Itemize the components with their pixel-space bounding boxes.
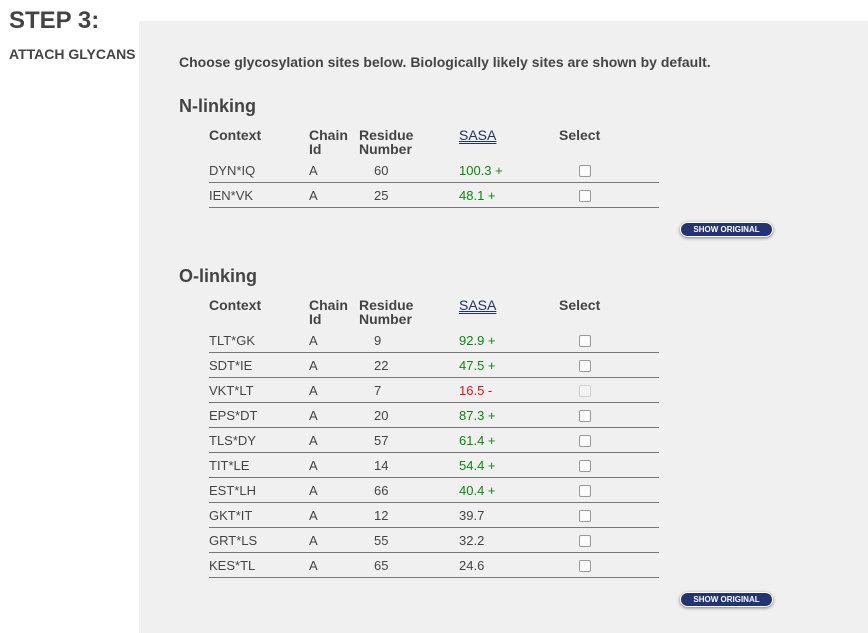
context-cell: TIT*LE <box>209 453 309 478</box>
residue-cell: 55 <box>359 528 459 553</box>
select-cell <box>559 428 659 453</box>
sasa-cell: 54.4 + <box>459 453 559 478</box>
residue-cell: 25 <box>359 183 459 208</box>
select-checkbox[interactable] <box>579 435 591 447</box>
table-header <box>209 298 659 328</box>
context-cell: TLT*GK <box>209 328 309 353</box>
sasa-cell: 24.6 <box>459 553 559 578</box>
sasa-cell: 16.5 - <box>459 378 559 403</box>
sasa-cell: 48.1 + <box>459 183 559 208</box>
context-cell: KES*TL <box>209 553 309 578</box>
select-checkbox[interactable] <box>579 560 591 572</box>
residue-cell: 12 <box>359 503 459 528</box>
table-header <box>209 128 659 158</box>
table-row <box>209 353 659 378</box>
table-row <box>209 403 659 428</box>
n-linking-table <box>209 128 659 208</box>
select-cell <box>559 158 659 183</box>
select-cell <box>559 353 659 378</box>
select-checkbox[interactable] <box>579 535 591 547</box>
residue-cell: 60 <box>359 158 459 183</box>
chain-cell: A <box>309 353 359 378</box>
chain-cell: A <box>309 328 359 353</box>
select-cell <box>559 528 659 553</box>
context-cell: IEN*VK <box>209 183 309 208</box>
context-cell: GKT*IT <box>209 503 309 528</box>
sasa-cell: 39.7 <box>459 503 559 528</box>
glycan-panel <box>139 21 868 633</box>
residue-cell: 7 <box>359 378 459 403</box>
select-checkbox[interactable] <box>579 485 591 497</box>
select-checkbox[interactable] <box>579 335 591 347</box>
context-cell: VKT*LT <box>209 378 309 403</box>
table-row <box>209 328 659 353</box>
column-chain: Chain Id <box>309 297 348 327</box>
show-original-button-o[interactable]: SHOW ORIGINAL <box>680 592 773 607</box>
show-original-button-n[interactable]: SHOW ORIGINAL <box>680 222 773 237</box>
column-select: Select <box>559 127 601 143</box>
sasa-cell: 92.9 + <box>459 328 559 353</box>
sasa-cell: 32.2 <box>459 528 559 553</box>
residue-cell: 22 <box>359 353 459 378</box>
table-row <box>209 453 659 478</box>
select-cell <box>559 183 659 208</box>
chain-cell: A <box>309 403 359 428</box>
step-subtitle: ATTACH GLYCANS <box>9 46 136 62</box>
o-linking-rows <box>209 328 659 578</box>
context-cell: EST*LH <box>209 478 309 503</box>
select-checkbox[interactable] <box>579 360 591 372</box>
column-residue: Residue Number <box>359 297 414 327</box>
context-cell: DYN*IQ <box>209 158 309 183</box>
select-cell <box>559 328 659 353</box>
column-select: Select <box>559 297 601 313</box>
o-linking-table <box>209 298 659 578</box>
table-row <box>209 378 659 403</box>
intro-text: Choose glycosylation sites below. Biologically likely sites are shown by default. <box>179 54 711 70</box>
sasa-cell: 87.3 + <box>459 403 559 428</box>
residue-cell: 20 <box>359 403 459 428</box>
o-linking-title: O-linking <box>179 266 257 286</box>
table-row <box>209 528 659 553</box>
context-cell: GRT*LS <box>209 528 309 553</box>
column-residue: Residue Number <box>359 127 414 157</box>
chain-cell: A <box>309 428 359 453</box>
chain-cell: A <box>309 378 359 403</box>
n-linking-rows <box>209 158 659 208</box>
select-cell <box>559 478 659 503</box>
step-title: STEP 3: <box>9 7 100 34</box>
chain-cell: A <box>309 503 359 528</box>
table-row <box>209 183 659 208</box>
residue-cell: 65 <box>359 553 459 578</box>
select-cell <box>559 403 659 428</box>
residue-cell: 66 <box>359 478 459 503</box>
select-cell <box>559 378 659 403</box>
residue-cell: 9 <box>359 328 459 353</box>
select-checkbox[interactable] <box>579 410 591 422</box>
column-context: Context <box>209 127 262 143</box>
context-cell: SDT*IE <box>209 353 309 378</box>
select-cell <box>559 453 659 478</box>
chain-cell: A <box>309 183 359 208</box>
select-checkbox[interactable] <box>579 510 591 522</box>
select-cell <box>559 503 659 528</box>
sasa-cell: 61.4 + <box>459 428 559 453</box>
table-row <box>209 158 659 183</box>
select-checkbox[interactable] <box>579 460 591 472</box>
chain-cell: A <box>309 528 359 553</box>
sasa-cell: 47.5 + <box>459 353 559 378</box>
chain-cell: A <box>309 453 359 478</box>
residue-cell: 57 <box>359 428 459 453</box>
select-checkbox <box>579 385 591 397</box>
sasa-cell: 100.3 + <box>459 158 559 183</box>
table-row <box>209 428 659 453</box>
table-row <box>209 503 659 528</box>
select-checkbox[interactable] <box>579 190 591 202</box>
chain-cell: A <box>309 158 359 183</box>
sasa-cell: 40.4 + <box>459 478 559 503</box>
context-cell: TLS*DY <box>209 428 309 453</box>
select-cell <box>559 553 659 578</box>
context-cell: EPS*DT <box>209 403 309 428</box>
table-row <box>209 478 659 503</box>
column-sasa[interactable]: SASA <box>459 127 497 143</box>
table-row <box>209 553 659 578</box>
column-chain: Chain Id <box>309 127 348 157</box>
n-linking-title: N-linking <box>179 96 256 116</box>
residue-cell: 14 <box>359 453 459 478</box>
select-checkbox[interactable] <box>579 165 591 177</box>
column-sasa[interactable]: SASA <box>459 297 497 313</box>
chain-cell: A <box>309 553 359 578</box>
column-context: Context <box>209 297 262 313</box>
chain-cell: A <box>309 478 359 503</box>
